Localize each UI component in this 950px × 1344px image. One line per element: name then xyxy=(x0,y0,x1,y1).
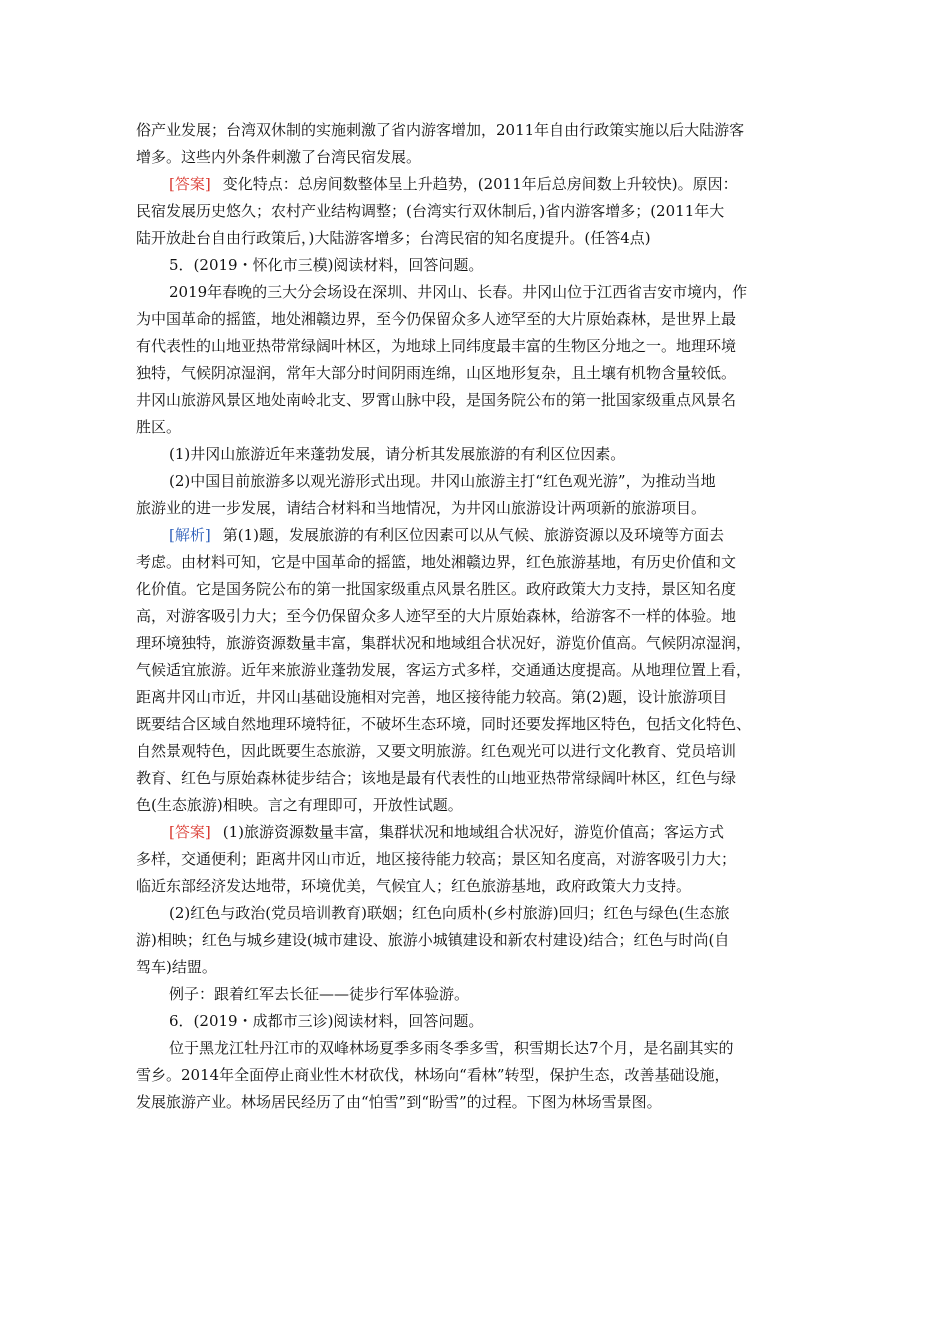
text-line: 井冈山旅游风景区地处南岭北支、罗霄山脉中段，是国务院公布的第一批国家级重点风景名 xyxy=(136,391,737,409)
text-line: 考虑。由材料可知，它是中国革命的摇篮，地处湘赣边界，红色旅游基地，有历史价值和文 xyxy=(136,553,737,571)
text-line: 发展旅游产业。林场居民经历了由“怕雪”到“盼雪”的过程。下图为林场雪景图。 xyxy=(136,1093,662,1111)
text-line: 气候适宜旅游。近年来旅游业蓬勃发展，客运方式多样，交通通达度提高。从地理位置上看， xyxy=(136,661,752,679)
sub-question: (1)井冈山旅游近年来蓬勃发展，请分析其发展旅游的有利区位因素。 xyxy=(169,445,626,463)
text-line: 距离井冈山市近，井冈山基础设施相对完善，地区接待能力较高。第(2)题，设计旅游项目 xyxy=(136,688,728,706)
text-line: 临近东部经济发达地带，环境优美，气候宜人；红色旅游基地，政府政策大力支持。 xyxy=(136,877,692,895)
text-line: 色(生态旅游)相映。言之有理即可，开放性试题。 xyxy=(136,796,463,814)
document-page xyxy=(136,117,816,1116)
text-line: 有代表性的山地亚热带常绿阔叶林区，为地球上同纬度最丰富的生物区分地之一。地理环境 xyxy=(136,337,737,355)
text-line: 高，对游客吸引力大；至今仍保留众多人迹罕至的大片原始森林，给游客不一样的体验。地 xyxy=(136,607,737,625)
text-line: 俗产业发展；台湾双休制的实施刺激了省内游客增加，2011年自由行政策实施以后大陆游客 xyxy=(136,121,745,139)
text-line: 游)相映；红色与城乡建设(城市建设、旅游小城镇建设和新农村建设)结合；红色与时尚(自 xyxy=(136,931,730,949)
text-line: (2)红色与政治(党员培训教育)联姻；红色向质朴(乡村旅游)回归；红色与绿色(生态旅 xyxy=(169,904,730,922)
text-line: 教育、红色与原始森林徒步结合；该地是最有代表性的山地亚热带常绿阔叶林区，红色与绿 xyxy=(136,769,737,787)
text-line: 旅游业的进一步发展，请结合材料和当地情况，为井冈山旅游设计两项新的旅游项目。 xyxy=(136,499,707,517)
example-line: 例子：跟着红军去长征——徒步行军体验游。 xyxy=(169,985,470,1003)
text-line: 既要结合区域自然地理环境特征，不破坏生态环境，同时还要发挥地区特色，包括文化特色、 xyxy=(136,715,752,733)
question-heading: 6．(2019・成都市三诊)阅读材料，回答问题。 xyxy=(169,1012,484,1030)
text-line: 多样，交通便利；距离井冈山市近，地区接待能力较高；景区知名度高，对游客吸引力大； xyxy=(136,850,737,868)
text-line: 2019年春晚的三大分会场设在深圳、井冈山、长春。井冈山位于江西省吉安市境内，作 xyxy=(169,283,748,301)
sub-question: (2)中国目前旅游多以观光游形式出现。井冈山旅游主打“红色观光游”，为推动当地 xyxy=(169,472,716,490)
question-heading: 5．(2019・怀化市三模)阅读材料，回答问题。 xyxy=(169,256,484,274)
text-line: 自然景观特色，因此既要生态旅游，又要文明旅游。红色观光可以进行文化教育、党员培训 xyxy=(136,742,737,760)
text-line: 胜区。 xyxy=(136,418,182,436)
text-line: 驾车)结盟。 xyxy=(136,958,217,976)
text-line: 独特，气候阴凉湿润，常年大部分时间阴雨连绵，山区地形复杂，且土壤有机物含量较低。 xyxy=(136,364,737,382)
text-line: 雪乡。2014年全面停止商业性木材砍伐，林场向“看林”转型，保护生态，改善基础设施， xyxy=(136,1066,730,1084)
text-line: 增多。这些内外条件刺激了台湾民宿发展。 xyxy=(136,148,422,166)
analysis-tag: [解析] xyxy=(169,526,211,544)
answer-line: [答案] (1)旅游资源数量丰富，集群状况和地域组合状况好，游览价值高；客运方式 xyxy=(169,823,724,841)
answer-tag: [答案] xyxy=(169,175,211,193)
text-line: 理环境独特，旅游资源数量丰富，集群状况和地域组合状况好，游览价值高。气候阴凉湿润， xyxy=(136,634,752,652)
text-line: 陆开放赴台自由行政策后，)大陆游客增多；台湾民宿的知名度提升。(任答4点) xyxy=(136,229,651,247)
answer-tag: [答案] xyxy=(169,823,211,841)
answer-line: [答案] 变化特点：总房间数整体呈上升趋势，(2011年后总房间数上升较快)。原因： xyxy=(169,175,738,193)
analysis-line: [解析] 第(1)题，发展旅游的有利区位因素可以从气候、旅游资源以及环境等方面去 xyxy=(169,526,724,544)
text-line: 民宿发展历史悠久；农村产业结构调整；(台湾实行双休制后，)省内游客增多；(2011年大 xyxy=(136,202,725,220)
text-line: 为中国革命的摇篮，地处湘赣边界，至今仍保留众多人迹罕至的大片原始森林，是世界上最 xyxy=(136,310,737,328)
text-line: 位于黑龙江牡丹江市的双峰林场夏季多雨冬季多雪，积雪期长达7个月，是名副其实的 xyxy=(169,1039,734,1057)
text-line: 化价值。它是国务院公布的第一批国家级重点风景名胜区。政府政策大力支持，景区知名度 xyxy=(136,580,737,598)
